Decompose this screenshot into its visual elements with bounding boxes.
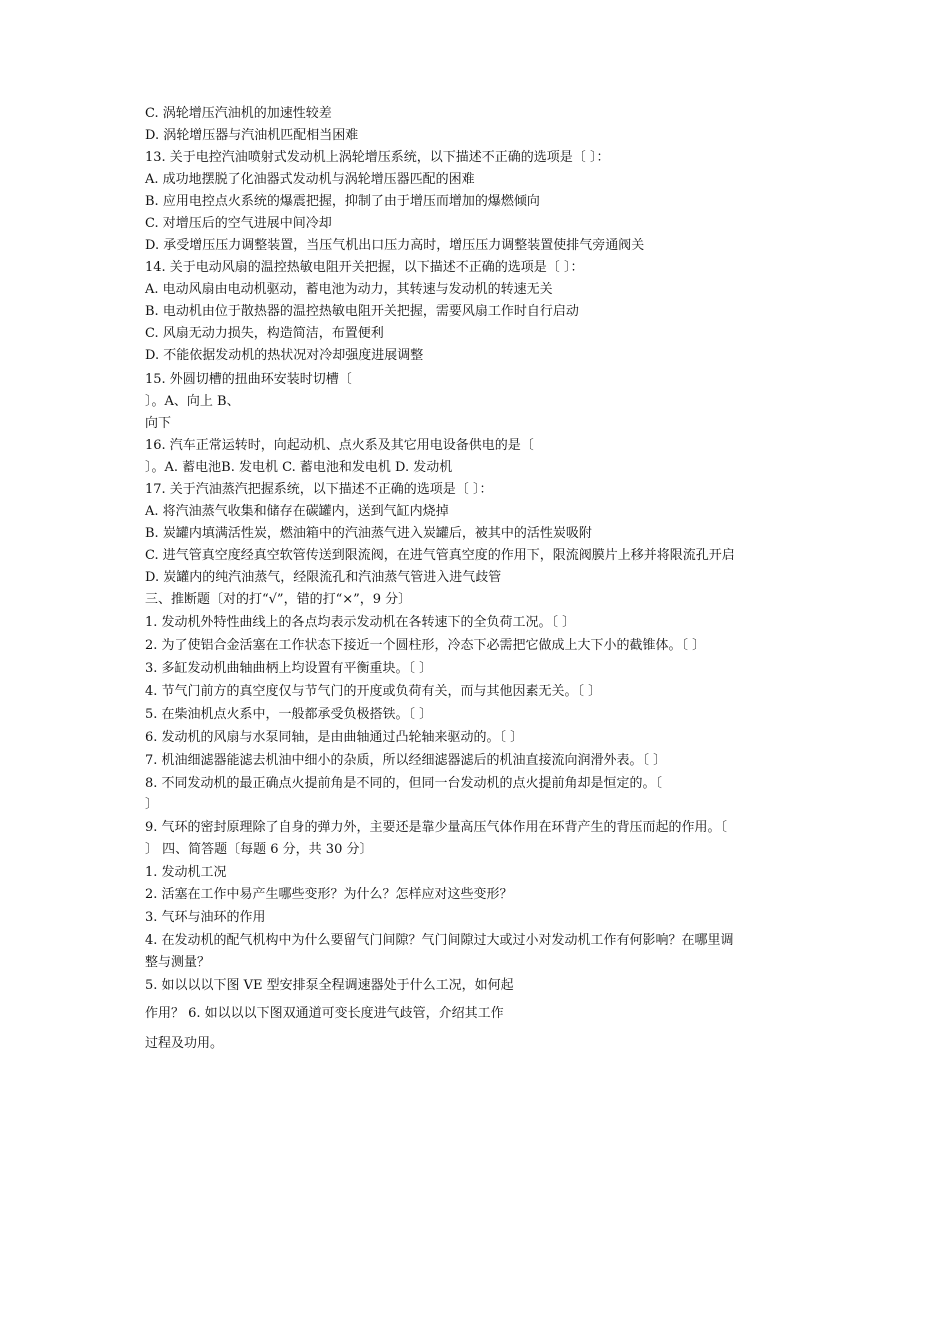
text-line: 向下	[145, 416, 172, 431]
text-line: 5. 如以以以下图 VE 型安排泵全程调速器处于什么工况，如何起	[145, 978, 514, 993]
text-line: 4. 节气门前方的真空度仅与节气门的开度或负荷有关，而与其他因素无关。〔 〕	[145, 684, 602, 699]
text-line: 1. 发动机工况	[145, 865, 227, 880]
question-13: 13. 关于电控汽油喷射式发动机上涡轮增压系统，以下描述不正确的选项是〔 〕：	[145, 150, 610, 165]
text-line: 2. 为了使铝合金活塞在工作状态下接近一个圆柱形，冷态下必需把它做成上大下小的截锥体。〔 〕	[145, 638, 706, 653]
text-line: A. 成功地摆脱了化油器式发动机与涡轮增压器匹配的困难	[145, 172, 475, 187]
text-line: 6. 发动机的风扇与水泵同轴，是由曲轴通过凸轮轴来驱动的。〔 〕	[145, 730, 524, 745]
text-line: A. 电动风扇由电动机驱动，蓄电池为动力，其转速与发动机的转速无关	[145, 282, 553, 297]
text-line: 8. 不同发动机的最正确点火提前角是不同的，但同一台发动机的点火提前角却是恒定的。〔	[145, 776, 663, 791]
text-line: 〕。A、向上 B、	[145, 394, 240, 409]
question-14: 14. 关于电动风扇的温控热敏电阻开关把握，以下描述不正确的选项是〔 〕：	[145, 260, 584, 275]
text-line: 〕	[145, 797, 159, 812]
text-line: 4. 在发动机的配气机构中为什么要留气门间隙？气门间隙过大或过小对发动机工作有何影响？在哪里调	[145, 933, 734, 948]
text-line: C. 风扇无动力损失，构造简洁，布置便利	[145, 326, 384, 341]
text-line: A. 将汽油蒸气收集和储存在碳罐内，送到气缸内烧掉	[145, 504, 449, 519]
text-line: C. 涡轮增压汽油机的加速性较差	[145, 106, 332, 121]
text-line: D. 炭罐内的纯汽油蒸气，经限流孔和汽油蒸气管进入进气歧管	[145, 570, 502, 585]
text-line: 5. 在柴油机点火系中，一般都承受负极搭铁。〔 〕	[145, 707, 433, 722]
text-line: 作用？ 6. 如以以以下图双通道可变长度进气歧管，介绍其工作	[145, 1006, 504, 1021]
text-line: 9. 气环的密封原理除了自身的弹力外，主要还是靠少量高压气体作用在环背产生的背压而起的作用。〔	[145, 820, 728, 835]
text-line: 1. 发动机外特性曲线上的各点均表示发动机在各转速下的全负荷工况。〔 〕	[145, 615, 576, 630]
text-line: D. 不能依据发动机的热状况对冷却强度进展调整	[145, 348, 424, 363]
text-line: 〕。A. 蓄电池B. 发电机 C. 蓄电池和发电机 D. 发动机	[145, 460, 453, 475]
question-15: 15. 外圆切槽的扭曲环安装时切槽〔	[145, 372, 352, 387]
text-line: C. 进气管真空度经真空软管传送到限流阀，在进气管真空度的作用下，限流阀膜片上移并将限流孔开启	[145, 548, 735, 563]
text-line: 2. 活塞在工作中易产生哪些变形？为什么？怎样应对这些变形？	[145, 887, 513, 902]
text-line: D. 承受增压压力调整装置，当压气机出口压力高时，增压压力调整装置使排气旁通阀关	[145, 238, 645, 253]
section-heading: 三、推断题〔对的打“√”，错的打“×”，9 分〕	[145, 592, 412, 607]
text-line: D. 涡轮增压器与汽油机匹配相当困难	[145, 128, 359, 143]
question-16: 16. 汽车正常运转时，向起动机、点火系及其它用电设备供电的是〔	[145, 438, 534, 453]
text-line: B. 炭罐内填满活性炭，燃油箱中的汽油蒸气进入炭罐后，被其中的活性炭吸附	[145, 526, 592, 541]
question-17: 17. 关于汽油蒸汽把握系统，以下描述不正确的选项是〔 〕：	[145, 482, 493, 497]
text-line: 3. 气环与油环的作用	[145, 910, 266, 925]
text-line: B. 应用电控点火系统的爆震把握，抑制了由于增压而增加的爆燃倾向	[145, 194, 540, 209]
text-line: 整与测量？	[145, 955, 211, 970]
section-heading: 〕 四、简答题〔每题 6 分，共 30 分〕	[145, 842, 373, 857]
text-line: 3. 多缸发动机曲轴曲柄上均设置有平衡重块。〔 〕	[145, 661, 433, 676]
text-line: C. 对增压后的空气进展中间冷却	[145, 216, 332, 231]
text-line: 7. 机油细滤器能滤去机油中细小的杂质，所以经细滤器滤后的机油直接流向润滑外表。〔 〕	[145, 753, 667, 768]
text-line: B. 电动机由位于散热器的温控热敏电阻开关把握，需要风扇工作时自行启动	[145, 304, 579, 319]
text-line: 过程及功用。	[145, 1036, 224, 1051]
